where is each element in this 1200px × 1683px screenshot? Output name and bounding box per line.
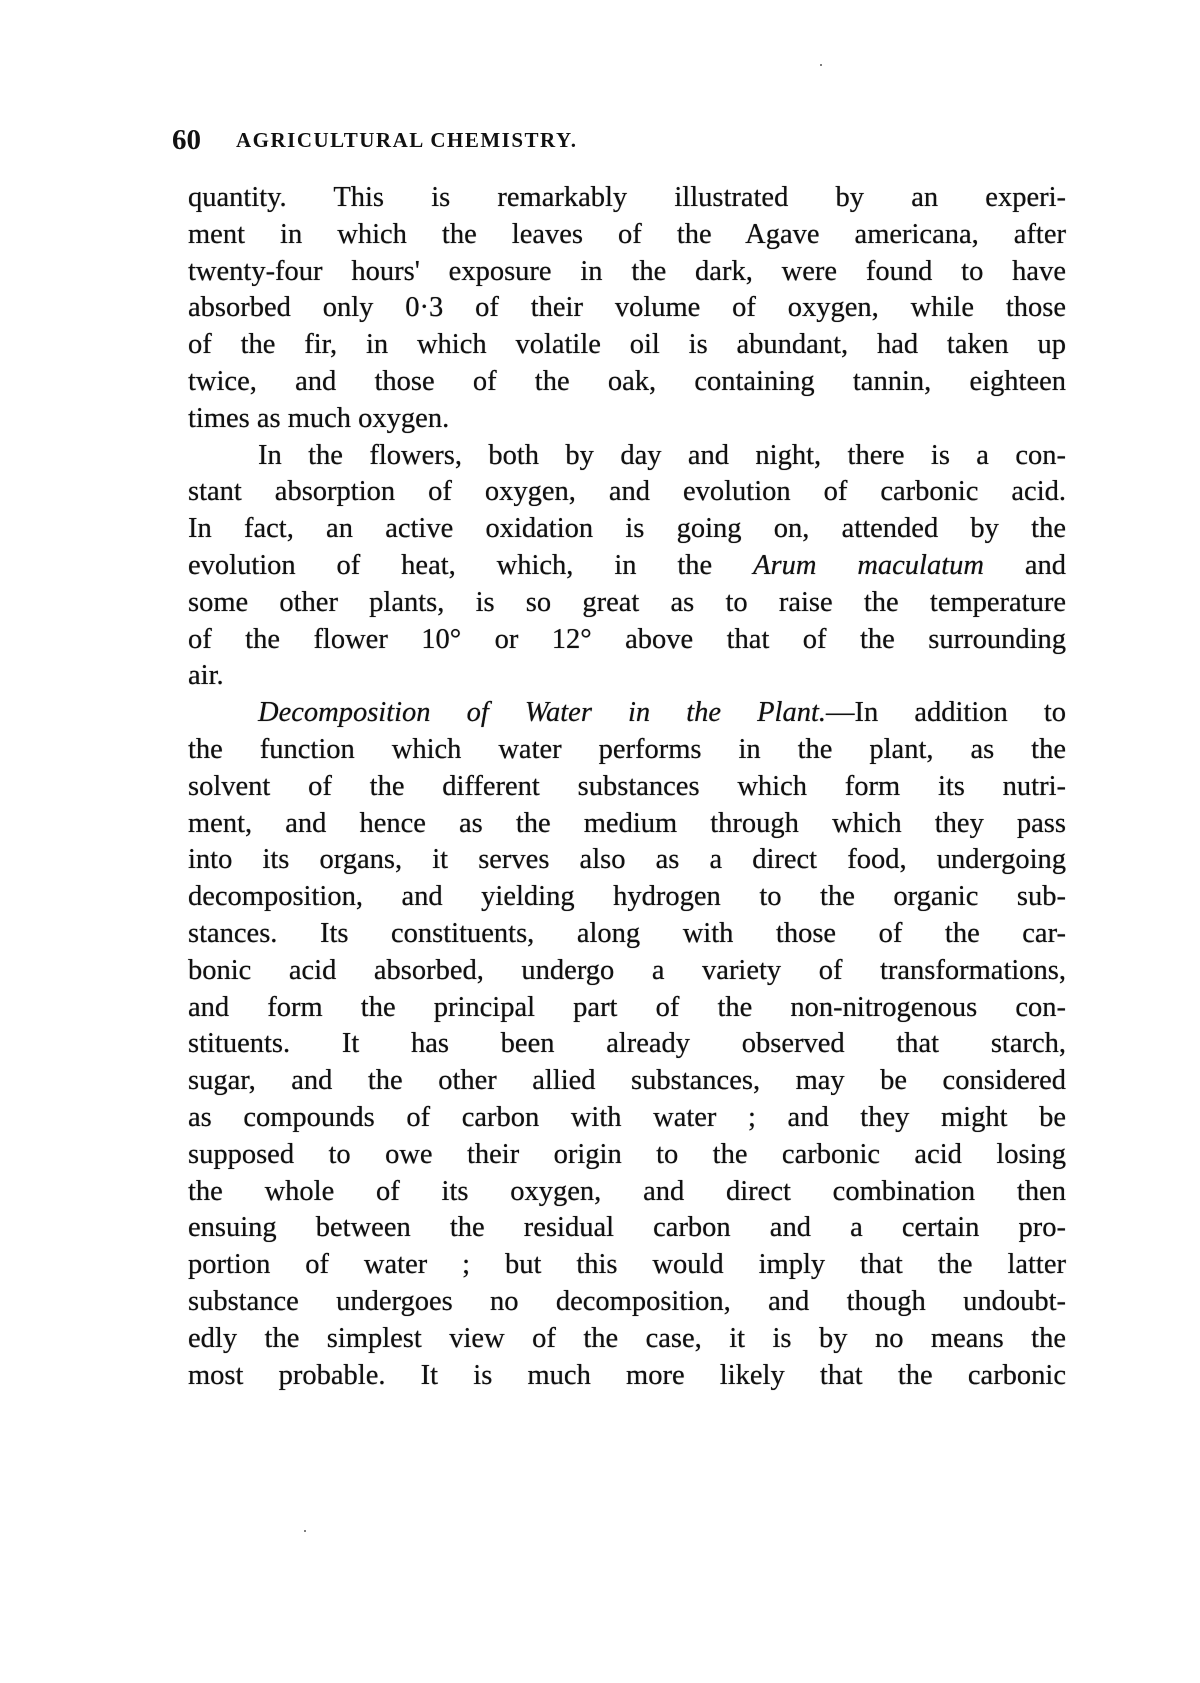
text-line [188,1026,1066,1063]
text-segment: and [983,549,1067,581]
text-line [188,1100,1066,1137]
text-line [188,438,1066,475]
scan-speck [820,64,822,66]
text-line [188,401,1066,438]
text-segment: In fact, an active oxidation is going on, attended by the [188,513,1066,545]
text-segment: decomposition, and yielding hydrogen to the organic sub- [188,881,1066,913]
text-line [188,180,1066,217]
text-segment: ment, and hence as the medium through which they pass [188,807,1066,839]
text-line [188,879,1066,916]
text-segment: air. [188,660,224,692]
text-segment: twice, and those of the oak, containing tannin, eighteen [188,365,1066,397]
text-line [188,1284,1066,1321]
italic-text: Decomposition of Water in the Plant. [258,697,827,729]
text-line [188,254,1066,291]
text-segment: the function which water performs in the plant, as the [188,733,1066,765]
text-segment: substance undergoes no decomposition, and though undoubt- [188,1285,1066,1317]
text-segment: bonic acid absorbed, undergo a variety of transformations, [188,954,1066,986]
text-segment: ment in which the leaves of the Agave americana, after [188,218,1066,250]
text-segment: and form the principal part of the non-nitrogenous con- [188,991,1066,1023]
text-line [188,290,1066,327]
body-text [188,180,1066,1394]
text-line [188,1210,1066,1247]
page-number: 60 [172,124,201,156]
text-segment: ensuing between the residual carbon and a certain pro- [188,1212,1066,1244]
running-title: AGRICULTURAL CHEMISTRY. [236,128,578,152]
text-segment: most probable. It is much more likely that the carbonic [188,1359,1066,1391]
text-line [188,1321,1066,1358]
text-segment: In the flowers, both by day and night, there is a con- [258,439,1066,471]
text-line [188,842,1066,879]
text-segment: stituents. It has been already observed that starch, [188,1028,1066,1060]
text-segment: twenty-four hours' exposure in the dark, were found to have [188,255,1066,287]
text-segment: supposed to owe their origin to the carbonic acid losing [188,1138,1066,1170]
text-line [188,585,1066,622]
italic-text: Arum maculatum [753,549,984,581]
text-segment: —In addition to [826,697,1066,729]
text-line [188,658,1066,695]
text-line [188,806,1066,843]
text-segment: stant absorption of oxygen, and evolution of carbonic acid. [188,476,1066,508]
text-line [188,364,1066,401]
text-line [188,217,1066,254]
text-line [188,511,1066,548]
text-line [188,769,1066,806]
text-segment: solvent of the different substances which form its nutri- [188,770,1066,802]
text-segment: the whole of its oxygen, and direct combination then [188,1175,1066,1207]
text-segment: of the fir, in which volatile oil is abundant, had taken up [188,329,1066,361]
text-segment: sugar, and the other allied substances, may be considered [188,1065,1066,1097]
text-segment: edly the simplest view of the case, it is by no means the [188,1322,1066,1354]
text-segment: as compounds of carbon with water ; and they might be [188,1101,1066,1133]
text-segment: quantity. This is remarkably illustrated by an experi- [188,182,1066,213]
text-line [188,622,1066,659]
text-line [188,548,1066,585]
text-line [188,1063,1066,1100]
text-segment: stances. Its constituents, along with those of the car- [188,917,1066,949]
text-line [188,695,1066,732]
text-line [188,1174,1066,1211]
text-line [188,732,1066,769]
text-line [188,990,1066,1027]
text-line [188,916,1066,953]
text-segment: into its organs, it serves also as a direct food, undergoing [188,844,1066,876]
text-line [188,1137,1066,1174]
text-segment: portion of water ; but this would imply that the latter [188,1249,1066,1281]
text-segment: absorbed only 0·3 of their volume of oxygen, while those [188,292,1066,324]
text-line [188,953,1066,990]
text-segment: some other plants, is so great as to raise the temperature [188,586,1066,618]
text-segment: of the flower 10° or 12° above that of the surrounding [188,623,1066,655]
text-line [188,1358,1066,1395]
text-segment: times as much oxygen. [188,402,450,434]
text-line [188,327,1066,364]
text-line [188,1247,1066,1284]
scan-speck [304,1530,306,1532]
text-line [188,474,1066,511]
text-segment: evolution of heat, which, in the [188,549,754,581]
